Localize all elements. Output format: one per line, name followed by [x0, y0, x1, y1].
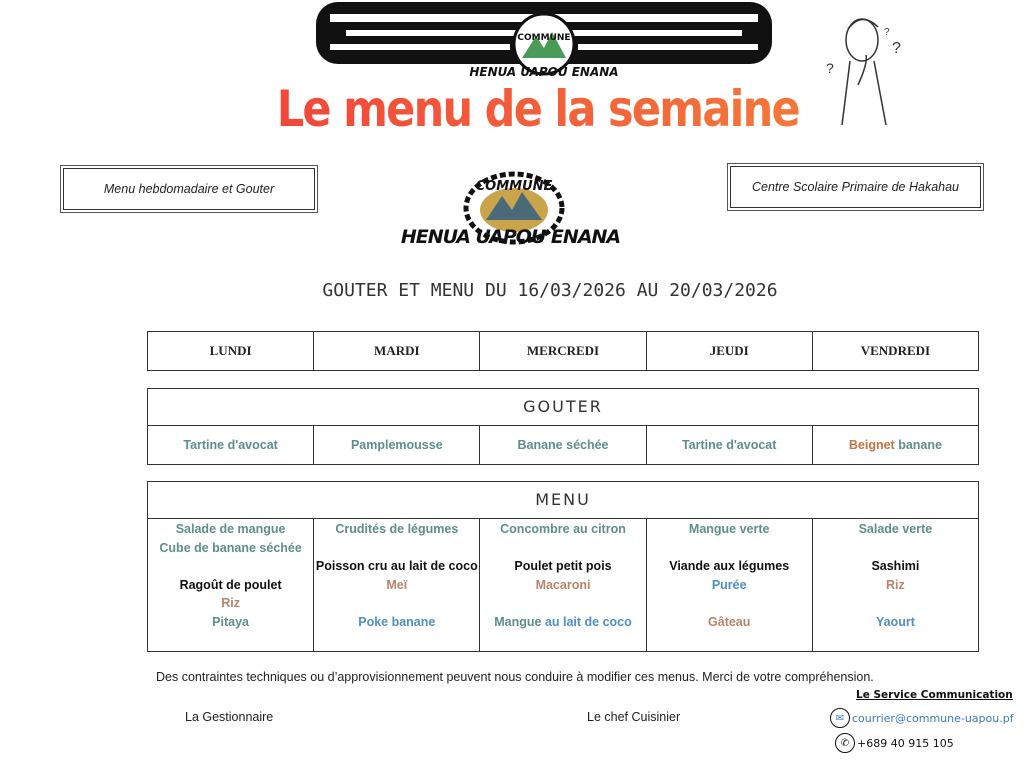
- menu-item: [314, 559, 479, 573]
- menu-item: [647, 559, 812, 573]
- menu-item-text: au lait de coco: [544, 615, 632, 629]
- contact-phone: [835, 733, 954, 753]
- menu-title: MENU: [147, 481, 979, 519]
- gouter-item: banane: [898, 437, 942, 452]
- menu-item: [148, 541, 313, 555]
- gouter-item: Pamplemousse: [350, 437, 443, 452]
- phone-icon: ✆: [835, 733, 855, 753]
- menu-item: [480, 615, 645, 629]
- gouter-item: Tartine d'avocat: [183, 437, 278, 452]
- menu-cell: [647, 518, 813, 651]
- menu-item-text: Mangue: [494, 615, 545, 629]
- menu-cell: [148, 518, 314, 651]
- menu-type-box: Menu hebdomadaire et Gouter: [63, 168, 315, 210]
- thinking-person-illustration: [822, 5, 912, 130]
- menu-item-text: Viande aux légumes: [669, 559, 790, 574]
- menu-item-text: Salade verte: [858, 522, 933, 536]
- menu-item-text: Riz: [221, 596, 240, 611]
- gouter-item: Banane séchée: [517, 437, 609, 452]
- page-title: Le menu de la semaine: [76, 80, 1001, 138]
- days-header-row: [147, 331, 979, 371]
- menu-item-text: Poke banane: [358, 615, 436, 629]
- menu-item: [148, 596, 313, 610]
- commune-banner-logo: [316, 0, 772, 78]
- phone-number: +689 40 915 105: [857, 736, 954, 750]
- gouter-item: Tartine d'avocat: [681, 437, 777, 452]
- menu-item: [148, 615, 313, 629]
- menu-item-text: Purée: [711, 577, 747, 592]
- gouter-title: GOUTER: [147, 388, 979, 426]
- menu-item-text: Mangue verte: [688, 522, 770, 536]
- gouter-row: [147, 425, 979, 465]
- svg-text:?: ?: [884, 27, 890, 38]
- menu-item: [813, 559, 978, 573]
- menu-item: [148, 522, 313, 536]
- menu-item: [148, 578, 313, 592]
- day-jeudi: JEUDI: [647, 332, 813, 370]
- day-mardi: MARDI: [314, 332, 480, 370]
- menu-item-text: Poulet petit pois: [514, 559, 612, 574]
- menu-cell: [480, 518, 646, 651]
- menu-item: [647, 615, 812, 629]
- menu-item: [314, 578, 479, 592]
- gouter-item: Beignet: [848, 437, 899, 452]
- menu-item: [314, 522, 479, 536]
- menu-cell: [314, 518, 480, 651]
- svg-text:COMMUNE: COMMUNE: [517, 33, 571, 43]
- menu-item-text: Crudités de légumes: [335, 522, 459, 536]
- menu-item-text: Pitaya: [212, 615, 250, 629]
- contact-title: Le Service Communication: [856, 689, 1013, 701]
- gouter-cell: [647, 425, 813, 464]
- menu-cell: [813, 518, 978, 651]
- menu-item-text: Concombre au citron: [500, 522, 626, 536]
- menu-item-text: Ragoût de poulet: [179, 577, 282, 592]
- menu-item: [813, 615, 978, 629]
- menu-item-text: Macaroni: [535, 577, 591, 592]
- svg-text:COMMUNE: COMMUNE: [475, 179, 553, 194]
- gouter-cell: [314, 425, 480, 464]
- menu-item-text: Gâteau: [708, 615, 751, 629]
- menu-item-text: Cube de banane séchée: [159, 540, 302, 555]
- menu-item: [647, 522, 812, 536]
- signature-gestionnaire: La Gestionnaire: [185, 710, 274, 724]
- school-name-box: Centre Scolaire Primaire de Hakahau: [730, 166, 981, 208]
- menu-item-text: Sashimi: [871, 559, 920, 574]
- svg-text:HENUA UAPOU ENANA: HENUA UAPOU ENANA: [469, 65, 619, 78]
- commune-logo-text: HENUA UAPOU ENANA: [400, 226, 621, 248]
- envelope-icon: ✉: [830, 708, 850, 728]
- menu-item: [480, 522, 645, 536]
- menu-item: [480, 559, 645, 573]
- gouter-cell: [813, 425, 978, 464]
- svg-text:?: ?: [892, 40, 901, 57]
- menu-item: [813, 578, 978, 592]
- notice-text: Des contraintes techniques ou d’approvisionnement peuvent nous conduire à modifier ces menus. Merci de votre compréhension.: [156, 670, 874, 684]
- day-mercredi: MERCREDI: [480, 332, 646, 370]
- menu-item: [647, 578, 812, 592]
- menu-item: [314, 615, 479, 629]
- svg-text:?: ?: [826, 60, 834, 76]
- gouter-cell: [148, 425, 314, 464]
- contact-email[interactable]: [830, 708, 1014, 728]
- signature-chef: Le chef Cuisinier: [587, 710, 681, 724]
- day-vendredi: VENDREDI: [860, 343, 931, 358]
- menu-item: [813, 522, 978, 536]
- menu-item-text: Riz: [886, 577, 905, 592]
- menu-item-text: Poisson cru au lait de coco: [315, 559, 478, 574]
- day-lundi: LUNDI: [148, 332, 314, 370]
- gouter-cell: [480, 425, 646, 464]
- menu-item-text: Meï: [386, 577, 408, 592]
- menu-heading: GOUTER ET MENU DU 16/03/2026 AU 20/03/2026: [322, 280, 778, 301]
- menu-item-text: Salade de mangue: [175, 522, 286, 536]
- menu-item: [480, 578, 645, 592]
- menu-item-text: Yaourt: [875, 615, 915, 629]
- menu-row: [147, 518, 979, 652]
- email-link[interactable]: courrier@commune-uapou.pf: [852, 711, 1014, 725]
